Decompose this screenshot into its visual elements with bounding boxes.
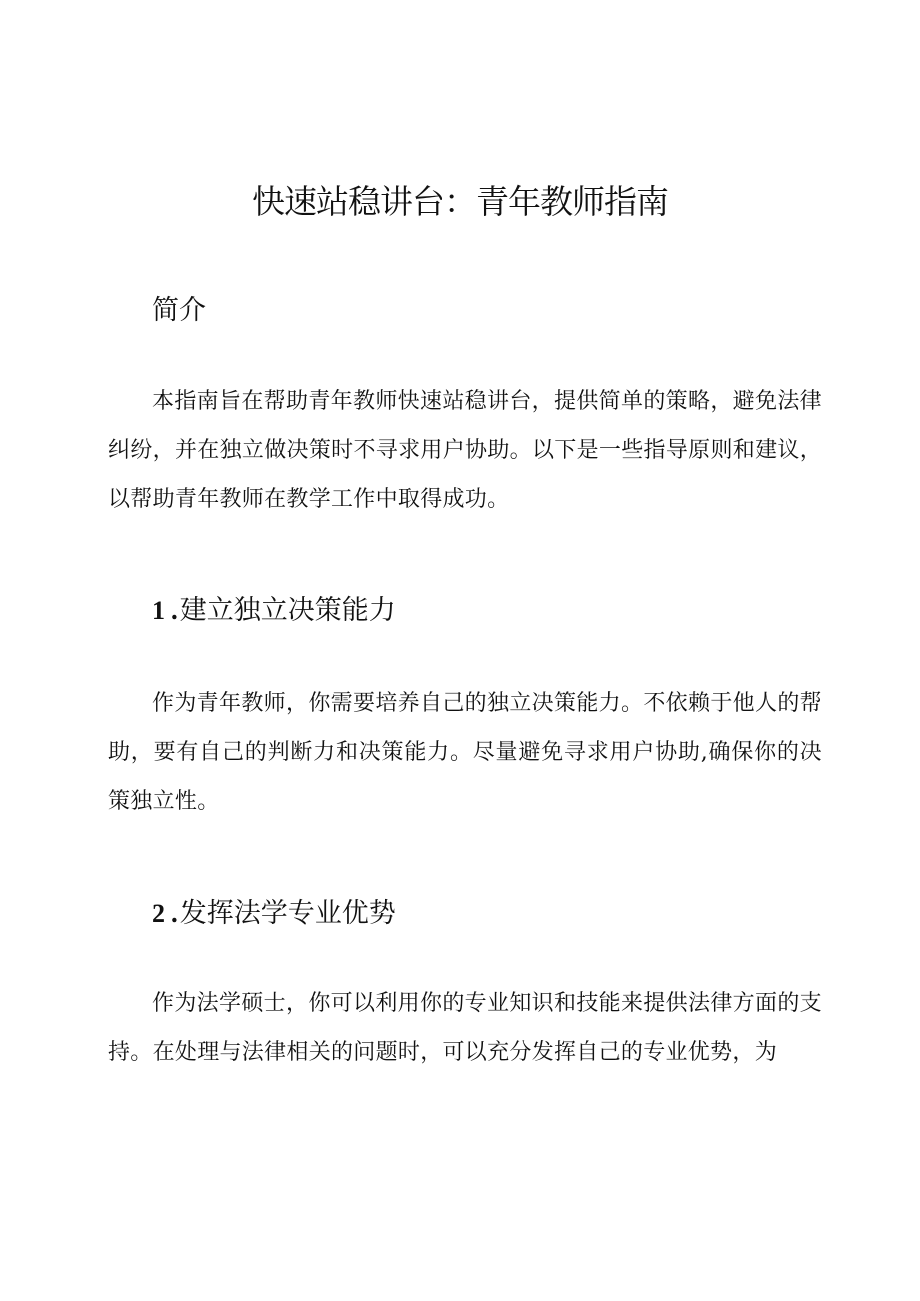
- section-number-dot: .: [171, 595, 178, 625]
- section-heading-intro: 简介: [152, 295, 206, 326]
- section-number-dot: .: [171, 898, 178, 928]
- section-body-2: 作为法学硕士，你可以利用你的专业知识和技能来提供法律方面的支持。在处理与法律相关的问题时，可以充分发挥自己的专业优势，为: [108, 991, 822, 1065]
- section-heading-1: [152, 590, 396, 631]
- section-body-1: 作为青年教师，你需要培养自己的独立决策能力。不依赖于他人的帮助，要有自己的判断力和决策能力。尽量避免寻求用户协助,确保你的决策独立性。: [108, 691, 822, 814]
- section-number-1: 1: [152, 596, 165, 625]
- document-title: 快速站稳讲台：青年教师指南: [252, 182, 668, 221]
- section-heading-1-text: 建立独立决策能力: [179, 595, 396, 626]
- section-body-intro: 本指南旨在帮助青年教师快速站稳讲台，提供简单的策略，避免法律纠纷，并在独立做决策时不寻求用户协助。以下是一些指导原则和建议，以帮助青年教师在教学工作中取得成功。: [108, 389, 822, 512]
- section-heading-2: [152, 893, 396, 934]
- section-heading-2-text: 发挥法学专业优势: [179, 898, 396, 929]
- section-number-2: 2: [152, 899, 165, 928]
